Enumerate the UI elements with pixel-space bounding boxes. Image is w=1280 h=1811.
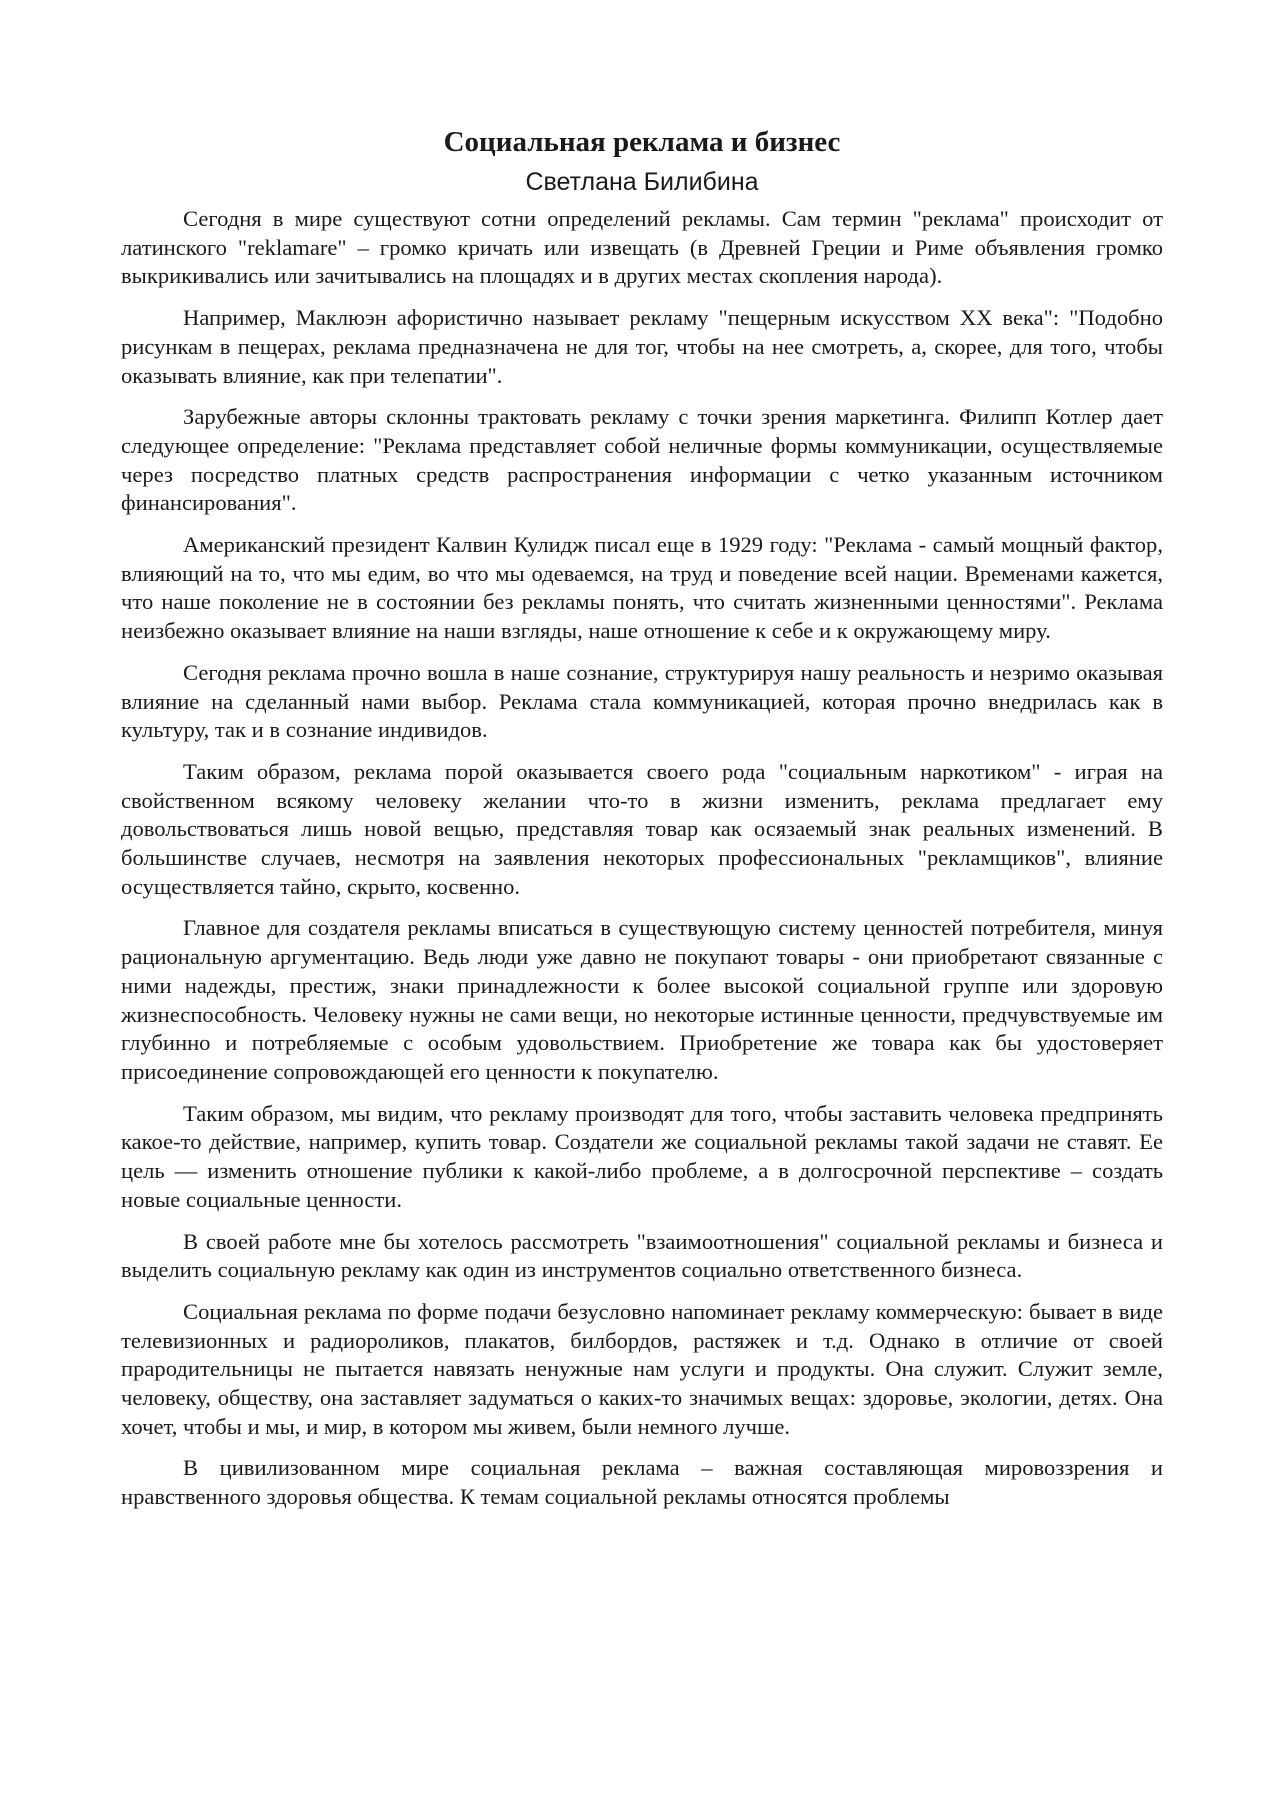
paragraph-8: Таким образом, мы видим, что рекламу производят для того, чтобы заставить человека предпринять какое-то действие, например, купить товар. Создатели же социальной рекламы такой задачи не ставят. Ее цель — изменить отношение публики к какой-либо проблеме, а в долгосрочной перспективе – создать новые социальные ценности. (121, 1100, 1163, 1212)
document-author: Светлана Билибина (525, 168, 759, 196)
paragraph-2: Например, Маклюэн афористично называет рекламу "пещерным искусством XX века": "Подобно рисункам в пещерах, реклама предназначена не для тог, чтобы на нее смотреть, а, скорее, для того, чтобы оказывать влияние, как при телепатии". (121, 305, 1163, 388)
paragraph-6: Таким образом, реклама порой оказывается своего рода "социальным наркотиком" - играя на свойственном всякому человеку желании что-то в жизни изменить, реклама предлагает ему довольствоваться лишь новой вещью, представляя товар как осязаемый знак реальных изменений. В большинстве случаев, несмотря на заявления некоторых профессиональных "рекламщиков", влияние осуществляется тайно, скрыто, косвенно. (121, 758, 1163, 899)
document-page (121, 0, 1163, 1525)
paragraph-9: В своей работе мне бы хотелось рассмотреть "взаимоотношения" социальной рекламы и бизнеса и выделить социальную рекламу как один из инструментов социально ответственного бизнеса. (121, 1228, 1163, 1283)
paragraph-7: Главное для создателя рекламы вписаться в существующую систему ценностей потребителя, минуя рациональную аргументацию. Ведь люди уже давно не покупают товары - они приобретают связанные с ними надежды, престиж, знаки принадлежности к более высокой социальной группе или здоровую жизнеспособность. Человеку нужны не сами вещи, но некоторые истинные ценности, предчувствуемые им глубинно и потребляемые с особым удовольствием. Приобретение же товара как бы удостоверяет присоединение сопровождающей его ценности к покупателю. (121, 915, 1163, 1084)
paragraph-1: Сегодня в мире существуют сотни определений рекламы. Сам термин "реклама" происходит от латинского "reklamare" – громко кричать или извещать (в Древней Греции и Риме объявления громко выкрикивались или зачитывались на площадях и в других местах скопления народа). (121, 206, 1163, 289)
paragraph-5: Сегодня реклама прочно вошла в наше сознание, структурируя нашу реальность и незримо оказывая влияние на сделанный нами выбор. Реклама стала коммуникацией, которая прочно внедрилась как в культуру, так и в сознание индивидов. (121, 659, 1163, 743)
paragraph-3: Зарубежные авторы склонны трактовать рекламу с точки зрения маркетинга. Филипп Котлер дает следующее определение: "Реклама представляет собой неличные формы коммуникации, осуществляемые через посредство платных средств распространения информации с четко указанным источником финансирования". (121, 404, 1163, 516)
paragraph-4: Американский президент Калвин Кулидж писал еще в 1929 году: "Реклама - самый мощный фактор, влияющий на то, что мы едим, во что мы одеваемся, на труд и поведение всей нации. Временами кажется, что наше поколение не в состоянии без рекламы понять, что считать жизненными ценностями". Реклама неизбежно оказывает влияние на наши взгляды, наше отношение к себе и к окружающему миру. (121, 532, 1163, 644)
paragraph-10: Социальная реклама по форме подачи безусловно напоминает рекламу коммерческую: бывает в виде телевизионных и радиороликов, плакатов, билбордов, растяжек и т.д. Однако в отличие от своей прародительницы не пытается навязать ненужные нам услуги и продукты. Она служит. Служит земле, человеку, обществу, она заставляет задуматься о каких-то значимых вещах: здоровье, экологии, детях. Она хочет, чтобы и мы, и мир, в котором мы живем, были немного лучше. (121, 1298, 1163, 1439)
document-title: Социальная реклама и бизнес (443, 126, 841, 158)
paragraph-11: В цивилизованном мире социальная реклама – важная составляющая мировоззрения и нравственного здоровья общества. К темам социальной рекламы относятся проблемы (121, 1455, 1163, 1510)
